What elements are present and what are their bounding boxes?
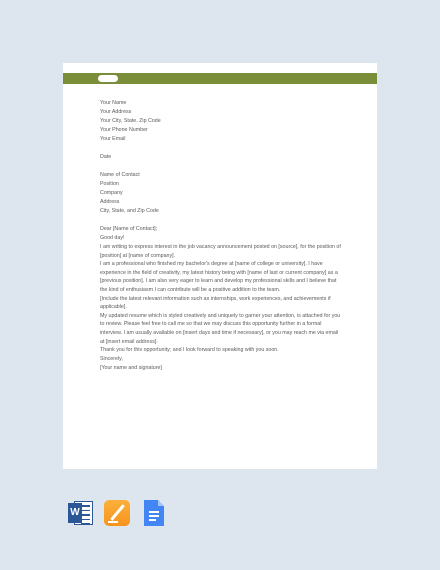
header-pill [98,75,118,82]
salutation: Dear [Name of Contact]; [100,226,158,232]
sender-name: Your Name [100,100,127,106]
sender-phone: Your Phone Number [100,127,148,133]
google-docs-icon[interactable] [141,500,167,526]
signature: [Your name and signature] [100,364,162,371]
paragraph-thanks: Thank you for this opportunity; and I look forward to speaking with you soon. [100,347,279,354]
sender-email: Your Email [100,136,126,142]
header-bar [63,73,377,84]
paragraph-resume: My updated resume which is styled creatively and uniquely to garner your attention, is attached for you to review. Please feel free to call me so that we may discuss this opportunity further in a formal interview. I am usually available on [insert days and time if necessary], or you may reach me via email at [insert email address]. [100,312,341,345]
paragraph-background: I am a professional who finished my bachelor's degree at [name of college or university]. I have experience in the field of creativity, my latest history being with [name of last or current company] as a [previous position]. I am also very eager to learn and develop my professional skills and I believe that the kind of enthusiasm I can contribute will be a positive addition to the team. [100,261,338,293]
recipient-position: Position [100,181,119,187]
recipient-city: City, State, and Zip Code [100,208,159,214]
format-icons [67,500,167,526]
pages-icon[interactable] [104,500,130,526]
paragraph-experience: [Include the latest relevant information such as internships, work experiences, and achievements if applicable]. [100,295,331,311]
sender-city: Your City, State, Zip Code [100,118,161,124]
recipient-address: Address [100,199,120,205]
greeting: Good day! [100,235,125,241]
letter-page [63,63,377,469]
letter-body [100,99,344,373]
letter-date: Date [100,154,112,160]
date-block [100,153,344,162]
sender-block [100,99,344,144]
recipient-name: Name of Contact [100,172,140,178]
recipient-company: Company [100,190,123,196]
word-icon[interactable]: W [67,500,93,526]
recipient-block [100,171,344,216]
closing: Sincerely, [100,355,123,362]
sender-address: Your Address [100,109,132,115]
paragraph-interest: I am writing to express interest in the job vacancy announcement posted on [source], for the position of [position] at [name of company]. [100,244,341,259]
